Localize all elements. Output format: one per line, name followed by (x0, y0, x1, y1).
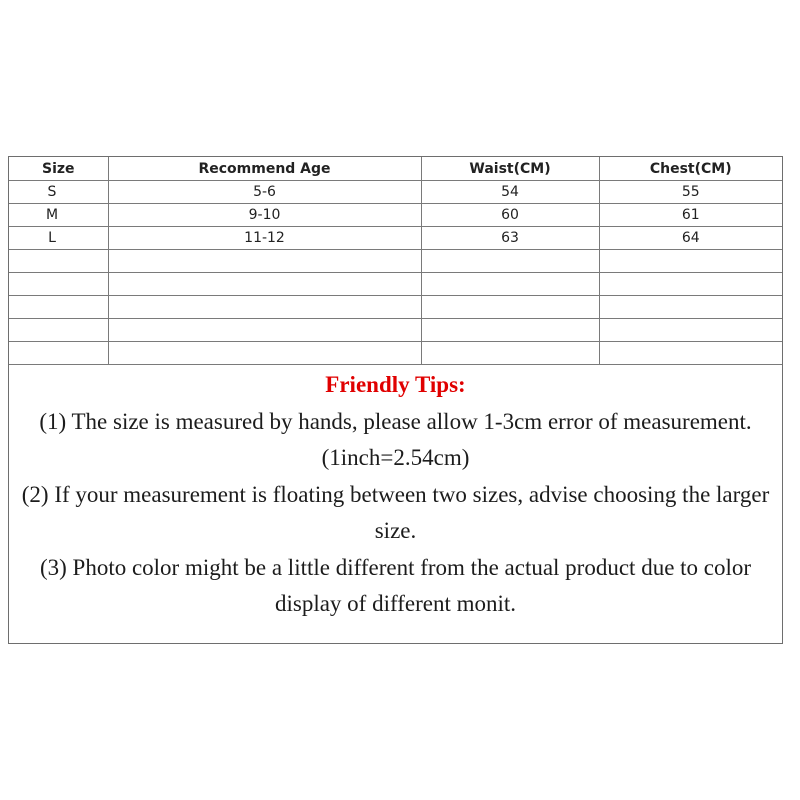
size-value: M (45, 207, 59, 223)
tip-item: (1) The size is measured by hands, please allow 1-3cm error of measurement. (1inch=2.54cm) (39, 408, 752, 470)
table-row (9, 181, 782, 204)
friendly-tips (9, 367, 782, 623)
chest-cell: 64 (599, 227, 782, 250)
table-header-row (9, 157, 782, 181)
empty-cell (599, 273, 782, 296)
header-waist: Waist(CM) (421, 157, 599, 181)
table-row (9, 227, 782, 250)
empty-cell (599, 319, 782, 342)
empty-cell (9, 319, 108, 342)
header-recommend-age: Recommend Age (108, 157, 421, 181)
size-cell (9, 181, 108, 204)
header-size: Size (9, 157, 108, 181)
empty-cell (108, 273, 421, 296)
empty-cell (599, 342, 782, 365)
empty-cell (108, 342, 421, 365)
empty-cell (421, 250, 599, 273)
age-cell: 11-12 (108, 227, 421, 250)
tip-item: (2) If your measurement is floating between two sizes, advise choosing the larger size. (21, 481, 770, 543)
age-cell: 9-10 (108, 204, 421, 227)
empty-cell (421, 273, 599, 296)
size-cell (9, 227, 108, 250)
empty-cell (9, 250, 108, 273)
size-value: S (47, 184, 57, 200)
header-chest: Chest(CM) (599, 157, 782, 181)
age-cell: 5-6 (108, 181, 421, 204)
waist-cell: 63 (421, 227, 599, 250)
waist-cell: 54 (421, 181, 599, 204)
empty-cell (108, 319, 421, 342)
empty-cell (9, 296, 108, 319)
empty-cell (9, 342, 108, 365)
empty-cell (599, 296, 782, 319)
empty-cell (421, 319, 599, 342)
size-value: L (48, 230, 56, 246)
chest-cell: 61 (599, 204, 782, 227)
size-cell (9, 204, 108, 227)
table-row-empty (9, 250, 782, 273)
empty-cell (9, 273, 108, 296)
waist-cell: 60 (421, 204, 599, 227)
table-row-empty (9, 273, 782, 296)
size-chart-panel (8, 156, 783, 644)
empty-cell (108, 250, 421, 273)
table-row (9, 204, 782, 227)
tips-title: Friendly Tips: (325, 372, 466, 397)
empty-cell (108, 296, 421, 319)
empty-cell (599, 250, 782, 273)
table-row-empty (9, 319, 782, 342)
size-table (9, 157, 782, 365)
table-row-empty (9, 342, 782, 365)
empty-cell (421, 296, 599, 319)
chest-cell: 55 (599, 181, 782, 204)
table-row-empty (9, 296, 782, 319)
tip-item: (3) Photo color might be a little different from the actual product due to color display of different monit. (39, 554, 752, 616)
empty-cell (421, 342, 599, 365)
